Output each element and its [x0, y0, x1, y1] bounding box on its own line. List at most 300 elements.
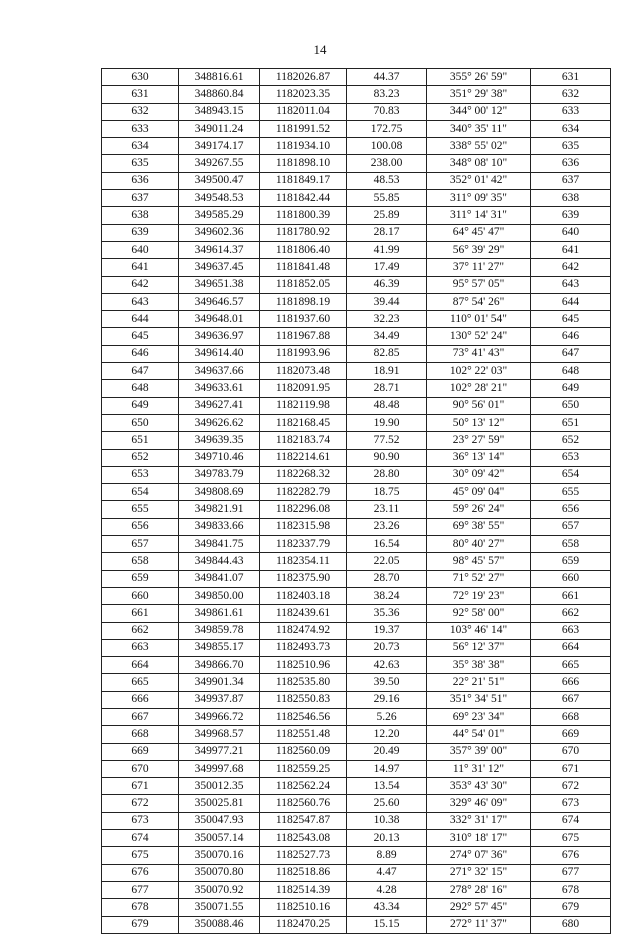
cell-coord-x: 348816.61 [179, 69, 260, 86]
cell-direction-angle: 348° 08' 10" [427, 155, 531, 172]
cell-point-to: 652 [531, 432, 611, 449]
cell-point-from: 644 [102, 311, 179, 328]
cell-distance: 4.47 [347, 864, 427, 881]
table-row [102, 605, 611, 622]
cell-point-from: 665 [102, 674, 179, 691]
cell-coord-x: 349850.00 [179, 587, 260, 604]
cell-point-to: 672 [531, 778, 611, 795]
cell-coord-x: 349267.55 [179, 155, 260, 172]
cell-point-from: 669 [102, 743, 179, 760]
cell-point-from: 637 [102, 190, 179, 207]
table-row [102, 276, 611, 293]
table-row [102, 328, 611, 345]
table-row [102, 536, 611, 553]
cell-point-from: 643 [102, 293, 179, 310]
cell-point-from: 646 [102, 345, 179, 362]
cell-coord-x: 350070.80 [179, 864, 260, 881]
cell-distance: 17.49 [347, 259, 427, 276]
cell-coord-x: 349977.21 [179, 743, 260, 760]
cell-coord-y: 1181780.92 [260, 224, 347, 241]
cell-distance: 12.20 [347, 726, 427, 743]
cell-direction-angle: 87° 54' 26" [427, 293, 531, 310]
cell-point-from: 636 [102, 172, 179, 189]
cell-direction-angle: 56° 12' 37" [427, 639, 531, 656]
cell-coord-y: 1181993.96 [260, 345, 347, 362]
cell-coord-x: 349500.47 [179, 172, 260, 189]
cell-point-from: 647 [102, 363, 179, 380]
cell-point-from: 672 [102, 795, 179, 812]
cell-coord-x: 349966.72 [179, 708, 260, 725]
cell-coord-y: 1182510.96 [260, 657, 347, 674]
table-row [102, 899, 611, 916]
cell-point-from: 657 [102, 536, 179, 553]
cell-direction-angle: 72° 19' 23" [427, 587, 531, 604]
cell-coord-y: 1181967.88 [260, 328, 347, 345]
cell-direction-angle: 36° 13' 14" [427, 449, 531, 466]
table-row [102, 708, 611, 725]
cell-point-to: 675 [531, 830, 611, 847]
cell-point-from: 675 [102, 847, 179, 864]
cell-distance: 46.39 [347, 276, 427, 293]
cell-point-from: 649 [102, 397, 179, 414]
cell-point-from: 661 [102, 605, 179, 622]
cell-point-to: 634 [531, 120, 611, 137]
cell-distance: 28.80 [347, 466, 427, 483]
cell-coord-x: 349637.45 [179, 259, 260, 276]
table-row [102, 864, 611, 881]
cell-direction-angle: 56° 39' 29" [427, 241, 531, 258]
cell-coord-y: 1182562.24 [260, 778, 347, 795]
cell-point-to: 631 [531, 69, 611, 86]
cell-direction-angle: 130° 52' 24" [427, 328, 531, 345]
cell-direction-angle: 44° 54' 01" [427, 726, 531, 743]
cell-coord-y: 1182560.09 [260, 743, 347, 760]
cell-coord-x: 349783.79 [179, 466, 260, 483]
cell-point-from: 631 [102, 86, 179, 103]
cell-coord-y: 1182011.04 [260, 103, 347, 120]
table-row [102, 155, 611, 172]
cell-coord-y: 1181841.48 [260, 259, 347, 276]
cell-distance: 22.05 [347, 553, 427, 570]
cell-distance: 42.63 [347, 657, 427, 674]
cell-direction-angle: 102° 22' 03" [427, 363, 531, 380]
cell-direction-angle: 272° 11' 37" [427, 916, 531, 933]
cell-direction-angle: 329° 46' 09" [427, 795, 531, 812]
table-row [102, 466, 611, 483]
cell-point-from: 656 [102, 518, 179, 535]
cell-point-to: 669 [531, 726, 611, 743]
cell-coord-y: 1181849.17 [260, 172, 347, 189]
cell-direction-angle: 90° 56' 01" [427, 397, 531, 414]
cell-point-to: 638 [531, 190, 611, 207]
cell-distance: 5.26 [347, 708, 427, 725]
table-row [102, 587, 611, 604]
cell-point-to: 640 [531, 224, 611, 241]
cell-point-to: 651 [531, 414, 611, 431]
table-row [102, 103, 611, 120]
cell-distance: 18.91 [347, 363, 427, 380]
table-row [102, 484, 611, 501]
cell-point-to: 635 [531, 138, 611, 155]
cell-direction-angle: 98° 45' 57" [427, 553, 531, 570]
cell-point-from: 674 [102, 830, 179, 847]
cell-coord-x: 349633.61 [179, 380, 260, 397]
cell-point-from: 658 [102, 553, 179, 570]
cell-distance: 83.23 [347, 86, 427, 103]
table-row [102, 190, 611, 207]
cell-coord-x: 349937.87 [179, 691, 260, 708]
cell-point-from: 670 [102, 760, 179, 777]
table-row [102, 363, 611, 380]
cell-point-to: 673 [531, 795, 611, 812]
cell-distance: 28.17 [347, 224, 427, 241]
cell-point-to: 661 [531, 587, 611, 604]
cell-direction-angle: 355° 26' 59" [427, 69, 531, 86]
cell-coord-y: 1182375.90 [260, 570, 347, 587]
table-row [102, 795, 611, 812]
cell-coord-x: 349859.78 [179, 622, 260, 639]
cell-coord-x: 349614.40 [179, 345, 260, 362]
cell-point-from: 653 [102, 466, 179, 483]
cell-coord-x: 349011.24 [179, 120, 260, 137]
cell-direction-angle: 22° 21' 51" [427, 674, 531, 691]
cell-direction-angle: 35° 38' 38" [427, 657, 531, 674]
cell-point-from: 648 [102, 380, 179, 397]
cell-coord-x: 349710.46 [179, 449, 260, 466]
cell-point-to: 667 [531, 691, 611, 708]
cell-point-from: 660 [102, 587, 179, 604]
cell-point-to: 646 [531, 328, 611, 345]
table-row [102, 501, 611, 518]
cell-direction-angle: 340° 35' 11" [427, 120, 531, 137]
table-row [102, 639, 611, 656]
table-row [102, 241, 611, 258]
cell-coord-y: 1181937.60 [260, 311, 347, 328]
cell-distance: 48.48 [347, 397, 427, 414]
table-row [102, 743, 611, 760]
cell-coord-x: 349833.66 [179, 518, 260, 535]
cell-coord-y: 1182296.08 [260, 501, 347, 518]
cell-coord-x: 350070.16 [179, 847, 260, 864]
table-row [102, 622, 611, 639]
cell-coord-x: 350088.46 [179, 916, 260, 933]
cell-direction-angle: 95° 57' 05" [427, 276, 531, 293]
cell-distance: 55.85 [347, 190, 427, 207]
cell-direction-angle: 310° 18' 17" [427, 830, 531, 847]
cell-distance: 28.70 [347, 570, 427, 587]
cell-point-to: 664 [531, 639, 611, 656]
cell-coord-x: 349646.57 [179, 293, 260, 310]
cell-point-to: 639 [531, 207, 611, 224]
cell-coord-x: 349844.43 [179, 553, 260, 570]
cell-point-to: 670 [531, 743, 611, 760]
cell-point-to: 644 [531, 293, 611, 310]
cell-coord-y: 1181806.40 [260, 241, 347, 258]
cell-direction-angle: 351° 29' 38" [427, 86, 531, 103]
table-row [102, 432, 611, 449]
cell-distance: 8.89 [347, 847, 427, 864]
cell-coord-y: 1182470.25 [260, 916, 347, 933]
cell-distance: 44.37 [347, 69, 427, 86]
cell-coord-y: 1182023.35 [260, 86, 347, 103]
cell-point-to: 663 [531, 622, 611, 639]
cell-coord-y: 1182354.11 [260, 553, 347, 570]
cell-direction-angle: 311° 09' 35" [427, 190, 531, 207]
cell-coord-y: 1181991.52 [260, 120, 347, 137]
cell-point-from: 668 [102, 726, 179, 743]
cell-distance: 10.38 [347, 812, 427, 829]
cell-point-from: 654 [102, 484, 179, 501]
table-row [102, 120, 611, 137]
table-row [102, 138, 611, 155]
cell-coord-x: 349855.17 [179, 639, 260, 656]
cell-coord-x: 348860.84 [179, 86, 260, 103]
cell-coord-x: 350070.92 [179, 881, 260, 898]
cell-distance: 19.37 [347, 622, 427, 639]
cell-point-to: 662 [531, 605, 611, 622]
cell-distance: 20.73 [347, 639, 427, 656]
cell-distance: 34.49 [347, 328, 427, 345]
cell-point-to: 671 [531, 760, 611, 777]
cell-distance: 16.54 [347, 536, 427, 553]
cell-point-from: 673 [102, 812, 179, 829]
cell-direction-angle: 69° 38' 55" [427, 518, 531, 535]
cell-direction-angle: 23° 27' 59" [427, 432, 531, 449]
cell-distance: 100.08 [347, 138, 427, 155]
cell-point-to: 654 [531, 466, 611, 483]
cell-point-from: 634 [102, 138, 179, 155]
cell-distance: 38.24 [347, 587, 427, 604]
cell-coord-y: 1182183.74 [260, 432, 347, 449]
cell-distance: 4.28 [347, 881, 427, 898]
cell-point-to: 645 [531, 311, 611, 328]
table-row [102, 691, 611, 708]
cell-coord-x: 349626.62 [179, 414, 260, 431]
cell-coord-x: 349637.66 [179, 363, 260, 380]
cell-coord-x: 349651.38 [179, 276, 260, 293]
cell-direction-angle: 69° 23' 34" [427, 708, 531, 725]
cell-coord-y: 1182282.79 [260, 484, 347, 501]
cell-direction-angle: 45° 09' 04" [427, 484, 531, 501]
cell-direction-angle: 50° 13' 12" [427, 414, 531, 431]
cell-distance: 15.15 [347, 916, 427, 933]
cell-point-to: 650 [531, 397, 611, 414]
cell-point-from: 633 [102, 120, 179, 137]
cell-coord-x: 349174.17 [179, 138, 260, 155]
cell-point-to: 680 [531, 916, 611, 933]
cell-coord-y: 1181898.10 [260, 155, 347, 172]
cell-direction-angle: 311° 14' 31" [427, 207, 531, 224]
cell-direction-angle: 11° 31' 12" [427, 760, 531, 777]
cell-direction-angle: 103° 46' 14" [427, 622, 531, 639]
cell-distance: 70.83 [347, 103, 427, 120]
table-row [102, 778, 611, 795]
cell-point-to: 656 [531, 501, 611, 518]
cell-distance: 13.54 [347, 778, 427, 795]
cell-coord-y: 1182168.45 [260, 414, 347, 431]
cell-distance: 20.49 [347, 743, 427, 760]
cell-distance: 32.23 [347, 311, 427, 328]
cell-direction-angle: 271° 32' 15" [427, 864, 531, 881]
cell-point-to: 632 [531, 86, 611, 103]
cell-direction-angle: 73° 41' 43" [427, 345, 531, 362]
cell-coord-x: 349614.37 [179, 241, 260, 258]
cell-coord-y: 1182559.25 [260, 760, 347, 777]
cell-point-to: 658 [531, 536, 611, 553]
cell-distance: 90.90 [347, 449, 427, 466]
table-row [102, 847, 611, 864]
cell-point-to: 676 [531, 847, 611, 864]
cell-coord-x: 348943.15 [179, 103, 260, 120]
table-row [102, 518, 611, 535]
coordinates-table [101, 68, 611, 934]
cell-coord-x: 350012.35 [179, 778, 260, 795]
table-row [102, 259, 611, 276]
cell-point-to: 678 [531, 881, 611, 898]
cell-coord-x: 350071.55 [179, 899, 260, 916]
table-row [102, 414, 611, 431]
cell-point-to: 633 [531, 103, 611, 120]
cell-coord-x: 349861.61 [179, 605, 260, 622]
cell-point-from: 639 [102, 224, 179, 241]
cell-direction-angle: 37° 11' 27" [427, 259, 531, 276]
cell-coord-y: 1182514.39 [260, 881, 347, 898]
cell-direction-angle: 357° 39' 00" [427, 743, 531, 760]
cell-distance: 20.13 [347, 830, 427, 847]
cell-point-from: 679 [102, 916, 179, 933]
cell-distance: 48.53 [347, 172, 427, 189]
cell-direction-angle: 274° 07' 36" [427, 847, 531, 864]
cell-distance: 82.85 [347, 345, 427, 362]
cell-coord-y: 1181898.19 [260, 293, 347, 310]
cell-coord-y: 1182510.16 [260, 899, 347, 916]
cell-point-from: 659 [102, 570, 179, 587]
cell-distance: 19.90 [347, 414, 427, 431]
cell-coord-y: 1182073.48 [260, 363, 347, 380]
table-row [102, 674, 611, 691]
table-row [102, 812, 611, 829]
cell-point-from: 676 [102, 864, 179, 881]
cell-direction-angle: 30° 09' 42" [427, 466, 531, 483]
cell-point-from: 635 [102, 155, 179, 172]
cell-point-to: 659 [531, 553, 611, 570]
cell-coord-x: 349648.01 [179, 311, 260, 328]
cell-coord-y: 1182214.61 [260, 449, 347, 466]
cell-coord-x: 349841.07 [179, 570, 260, 587]
cell-coord-y: 1181800.39 [260, 207, 347, 224]
cell-point-from: 642 [102, 276, 179, 293]
cell-point-from: 641 [102, 259, 179, 276]
cell-coord-y: 1182268.32 [260, 466, 347, 483]
cell-coord-y: 1182337.79 [260, 536, 347, 553]
table-row [102, 916, 611, 933]
cell-direction-angle: 102° 28' 21" [427, 380, 531, 397]
table-row [102, 172, 611, 189]
table-row [102, 311, 611, 328]
cell-distance: 28.71 [347, 380, 427, 397]
table-row [102, 449, 611, 466]
cell-coord-y: 1182527.73 [260, 847, 347, 864]
cell-direction-angle: 80° 40' 27" [427, 536, 531, 553]
cell-direction-angle: 278° 28' 16" [427, 881, 531, 898]
cell-coord-x: 349968.57 [179, 726, 260, 743]
cell-point-from: 677 [102, 881, 179, 898]
table-row [102, 69, 611, 86]
cell-point-to: 648 [531, 363, 611, 380]
table-row [102, 380, 611, 397]
cell-direction-angle: 71° 52' 27" [427, 570, 531, 587]
cell-coord-x: 350025.81 [179, 795, 260, 812]
cell-direction-angle: 92° 58' 00" [427, 605, 531, 622]
cell-point-from: 638 [102, 207, 179, 224]
cell-coord-x: 349585.29 [179, 207, 260, 224]
cell-direction-angle: 110° 01' 54" [427, 311, 531, 328]
cell-coord-y: 1182026.87 [260, 69, 347, 86]
cell-coord-y: 1181934.10 [260, 138, 347, 155]
cell-point-to: 660 [531, 570, 611, 587]
cell-direction-angle: 64° 45' 47" [427, 224, 531, 241]
table-row [102, 830, 611, 847]
cell-direction-angle: 352° 01' 42" [427, 172, 531, 189]
cell-coord-x: 349602.36 [179, 224, 260, 241]
cell-distance: 77.52 [347, 432, 427, 449]
cell-point-from: 678 [102, 899, 179, 916]
cell-distance: 172.75 [347, 120, 427, 137]
cell-point-from: 671 [102, 778, 179, 795]
cell-point-from: 666 [102, 691, 179, 708]
cell-distance: 43.34 [347, 899, 427, 916]
table-row [102, 553, 611, 570]
cell-point-from: 645 [102, 328, 179, 345]
cell-point-from: 652 [102, 449, 179, 466]
cell-direction-angle: 344° 00' 12" [427, 103, 531, 120]
cell-coord-y: 1182091.95 [260, 380, 347, 397]
cell-coord-x: 349821.91 [179, 501, 260, 518]
cell-coord-y: 1182474.92 [260, 622, 347, 639]
table-row [102, 207, 611, 224]
cell-coord-y: 1182551.48 [260, 726, 347, 743]
cell-coord-y: 1182315.98 [260, 518, 347, 535]
cell-point-to: 653 [531, 449, 611, 466]
cell-coord-y: 1182403.18 [260, 587, 347, 604]
cell-distance: 23.11 [347, 501, 427, 518]
cell-point-from: 664 [102, 657, 179, 674]
cell-coord-x: 349639.35 [179, 432, 260, 449]
cell-distance: 23.26 [347, 518, 427, 535]
cell-point-to: 641 [531, 241, 611, 258]
cell-point-to: 674 [531, 812, 611, 829]
cell-coord-x: 349901.34 [179, 674, 260, 691]
cell-distance: 18.75 [347, 484, 427, 501]
cell-direction-angle: 351° 34' 51" [427, 691, 531, 708]
cell-point-from: 655 [102, 501, 179, 518]
cell-coord-x: 349636.97 [179, 328, 260, 345]
cell-coord-x: 349627.41 [179, 397, 260, 414]
cell-distance: 29.16 [347, 691, 427, 708]
cell-point-from: 650 [102, 414, 179, 431]
cell-point-to: 666 [531, 674, 611, 691]
cell-point-to: 649 [531, 380, 611, 397]
cell-coord-x: 350057.14 [179, 830, 260, 847]
cell-coord-y: 1181842.44 [260, 190, 347, 207]
cell-point-to: 642 [531, 259, 611, 276]
cell-point-from: 630 [102, 69, 179, 86]
cell-distance: 35.36 [347, 605, 427, 622]
cell-direction-angle: 59° 26' 24" [427, 501, 531, 518]
cell-point-to: 657 [531, 518, 611, 535]
cell-coord-y: 1182535.80 [260, 674, 347, 691]
table-row [102, 293, 611, 310]
